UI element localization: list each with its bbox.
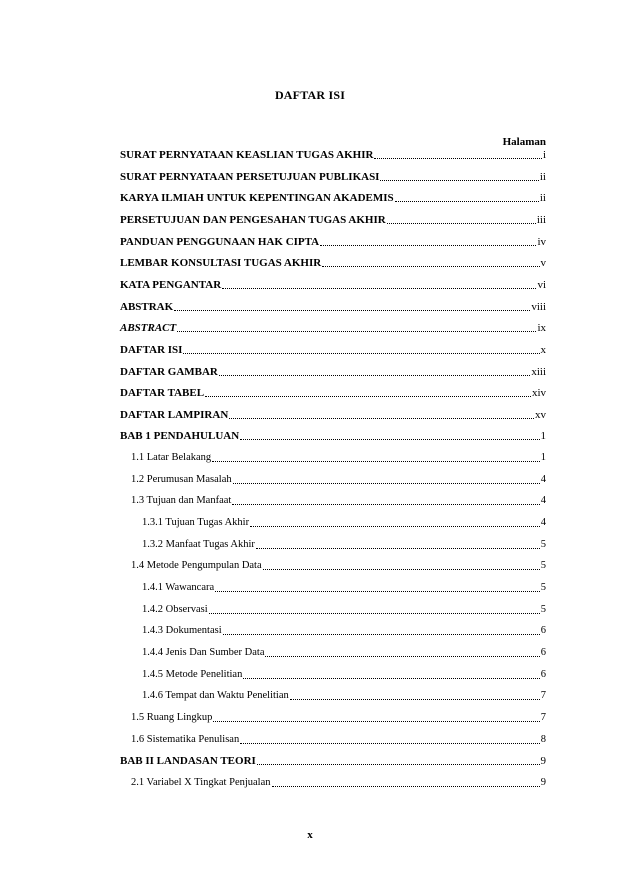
toc-entry xyxy=(142,579,546,595)
toc-entry xyxy=(131,557,546,573)
toc-entry xyxy=(120,298,546,314)
toc-leader-dots xyxy=(240,439,539,440)
toc-entry-label: BAB II LANDASAN TEORI xyxy=(120,755,256,768)
toc-leader-dots xyxy=(183,353,539,354)
toc-leader-dots xyxy=(395,201,539,202)
toc-entry-page: viii xyxy=(531,300,546,313)
toc-entry xyxy=(120,319,546,335)
toc-entry-label: 1.3.1 Tujuan Tugas Akhir xyxy=(142,517,250,529)
toc-entry xyxy=(131,774,546,790)
toc-entry-page: xiv xyxy=(531,387,546,400)
toc-entry-page: vi xyxy=(537,278,546,291)
toc-entry-label: 1.4 Metode Pengumpulan Data xyxy=(131,560,262,572)
toc-leader-dots xyxy=(209,613,540,614)
toc-leader-dots xyxy=(223,634,540,635)
toc-leader-dots xyxy=(257,764,540,765)
toc-entry-page: iii xyxy=(536,213,546,226)
toc-entry xyxy=(120,146,546,162)
toc-leader-dots xyxy=(380,180,538,181)
toc-leader-dots xyxy=(232,504,539,505)
toc-entry-label: 1.4.1 Wawancara xyxy=(142,582,215,593)
toc-entry-page: ii xyxy=(539,192,546,205)
toc-entry-label: DAFTAR ISI xyxy=(120,343,183,356)
toc-entry-label: 1.6 Sistematika Penulisan xyxy=(131,733,240,745)
toc-entry-page: 9 xyxy=(540,755,546,768)
toc-leader-dots xyxy=(322,266,539,267)
toc-entry-label: 1.1 Latar Belakang xyxy=(131,452,212,464)
toc-entry-label: ABSTRACT xyxy=(120,322,177,335)
toc-entry-page: 4 xyxy=(540,517,546,529)
toc-entry-page: 4 xyxy=(540,473,546,485)
toc-entry-label: 2.1 Variabel X Tingkat Penjualan xyxy=(131,776,271,788)
toc-entry-label: 1.4.2 Observasi xyxy=(142,603,208,615)
toc-entry-page: 7 xyxy=(540,711,546,723)
toc-entry xyxy=(120,406,546,422)
toc-entry-page: 4 xyxy=(540,495,546,507)
toc-entry-label: KATA PENGANTAR xyxy=(120,278,222,291)
toc-entry-page: 5 xyxy=(540,560,546,572)
toc-entry-page: 5 xyxy=(540,538,546,550)
toc-leader-dots xyxy=(243,678,539,679)
toc-entry xyxy=(142,644,546,660)
toc-entry xyxy=(142,601,546,617)
toc-leader-dots xyxy=(215,591,540,592)
toc-entry xyxy=(142,536,546,552)
halaman-label: Halaman xyxy=(502,136,546,148)
toc-entry xyxy=(120,276,546,292)
toc-entry-page: ix xyxy=(537,322,546,335)
toc-entry xyxy=(120,384,546,400)
toc-entry xyxy=(131,709,546,725)
toc-entry xyxy=(120,211,546,227)
toc-entry-label: 1.3.2 Manfaat Tugas Akhir xyxy=(142,538,255,550)
toc-leader-dots xyxy=(240,743,540,744)
toc-entry-label: 1.2 Perumusan Masalah xyxy=(131,473,232,485)
toc-entry-label: PANDUAN PENGGUNAAN HAK CIPTA xyxy=(120,235,320,248)
toc-entry xyxy=(131,731,546,747)
toc-leader-dots xyxy=(290,699,540,700)
toc-leader-dots xyxy=(222,288,536,289)
toc-entry xyxy=(120,233,546,249)
toc-entry-label: 1.4.6 Tempat dan Waktu Penelitian xyxy=(142,690,289,702)
toc-entry-label: BAB 1 PENDAHULUAN xyxy=(120,430,240,443)
toc-entry xyxy=(120,752,546,768)
toc-entry-label: DAFTAR LAMPIRAN xyxy=(120,408,229,421)
toc-leader-dots xyxy=(205,396,531,397)
toc-leader-dots xyxy=(219,375,530,376)
toc-entry xyxy=(131,471,546,487)
toc-entry-page: 1 xyxy=(540,452,546,464)
toc-entry-page: 6 xyxy=(540,625,546,637)
toc-entry-page: x xyxy=(540,343,546,356)
toc-entry-label: PERSETUJUAN DAN PENGESAHAN TUGAS AKHIR xyxy=(120,213,386,226)
toc-leader-dots xyxy=(265,656,539,657)
toc-entry xyxy=(120,363,546,379)
toc-leader-dots xyxy=(256,548,540,549)
toc-entry xyxy=(120,168,546,184)
toc-leader-dots xyxy=(374,158,541,159)
toc-entry-page: 5 xyxy=(540,582,546,593)
toc-leader-dots xyxy=(177,331,536,332)
toc-entry xyxy=(142,622,546,638)
toc-leader-dots xyxy=(229,418,534,419)
toc-leader-dots xyxy=(320,245,536,246)
page-number: x xyxy=(307,829,313,841)
toc-entry-label: KARYA ILMIAH UNTUK KEPENTINGAN AKADEMIS xyxy=(120,192,394,205)
toc-leader-dots xyxy=(212,461,540,462)
toc-entry-page: ii xyxy=(539,170,546,183)
toc-entry-page: 5 xyxy=(540,603,546,615)
toc-entry-label: SURAT PERNYATAAN PERSETUJUAN PUBLIKASI xyxy=(120,170,380,183)
toc-entry xyxy=(120,254,546,270)
toc-leader-dots xyxy=(213,721,539,722)
toc-entry-label: 1.4.4 Jenis Dan Sumber Data xyxy=(142,646,265,658)
toc-leader-dots xyxy=(174,310,530,311)
toc-entry-page: 6 xyxy=(540,668,546,680)
toc-entry-label: 1.4.5 Metode Penelitian xyxy=(142,668,243,680)
toc-entry-page: iv xyxy=(537,235,546,248)
toc-entry-label: LEMBAR KONSULTASI TUGAS AKHIR xyxy=(120,257,322,270)
toc-entry-page: 9 xyxy=(540,776,546,788)
toc-entry-label: ABSTRAK xyxy=(120,300,174,313)
toc-entry xyxy=(120,189,546,205)
toc-entry xyxy=(142,514,546,530)
toc-entry-label: DAFTAR TABEL xyxy=(120,387,205,400)
toc-leader-dots xyxy=(233,483,540,484)
toc-entry-label: 1.5 Ruang Lingkup xyxy=(131,711,213,723)
toc-entry-label: 1.3 Tujuan dan Manfaat xyxy=(131,495,232,507)
toc-entry-label: SURAT PERNYATAAN KEASLIAN TUGAS AKHIR xyxy=(120,149,374,161)
toc-entry-page: xiii xyxy=(531,365,546,378)
page-title: DAFTAR ISI xyxy=(274,88,346,102)
toc-entry-page: v xyxy=(540,257,546,270)
toc-entry xyxy=(120,427,546,443)
toc-entry-label: DAFTAR GAMBAR xyxy=(120,365,218,378)
toc-entry xyxy=(142,687,546,703)
toc-entry-page: 6 xyxy=(540,646,546,658)
toc-leader-dots xyxy=(272,786,540,787)
toc-entry xyxy=(131,449,546,465)
toc-leader-dots xyxy=(250,526,540,527)
toc-leader-dots xyxy=(263,569,540,570)
toc-entry-page: i xyxy=(542,149,546,161)
toc-leader-dots xyxy=(387,223,536,224)
toc-entry-page: 7 xyxy=(540,690,546,702)
toc-entry xyxy=(131,492,546,508)
toc-entry xyxy=(142,666,546,682)
toc-entry-page: 1 xyxy=(540,430,546,443)
toc-entry xyxy=(120,341,546,357)
toc-entry-page: xv xyxy=(535,408,546,421)
toc-entry-label: 1.4.3 Dokumentasi xyxy=(142,625,222,637)
toc-entry-page: 8 xyxy=(540,733,546,745)
